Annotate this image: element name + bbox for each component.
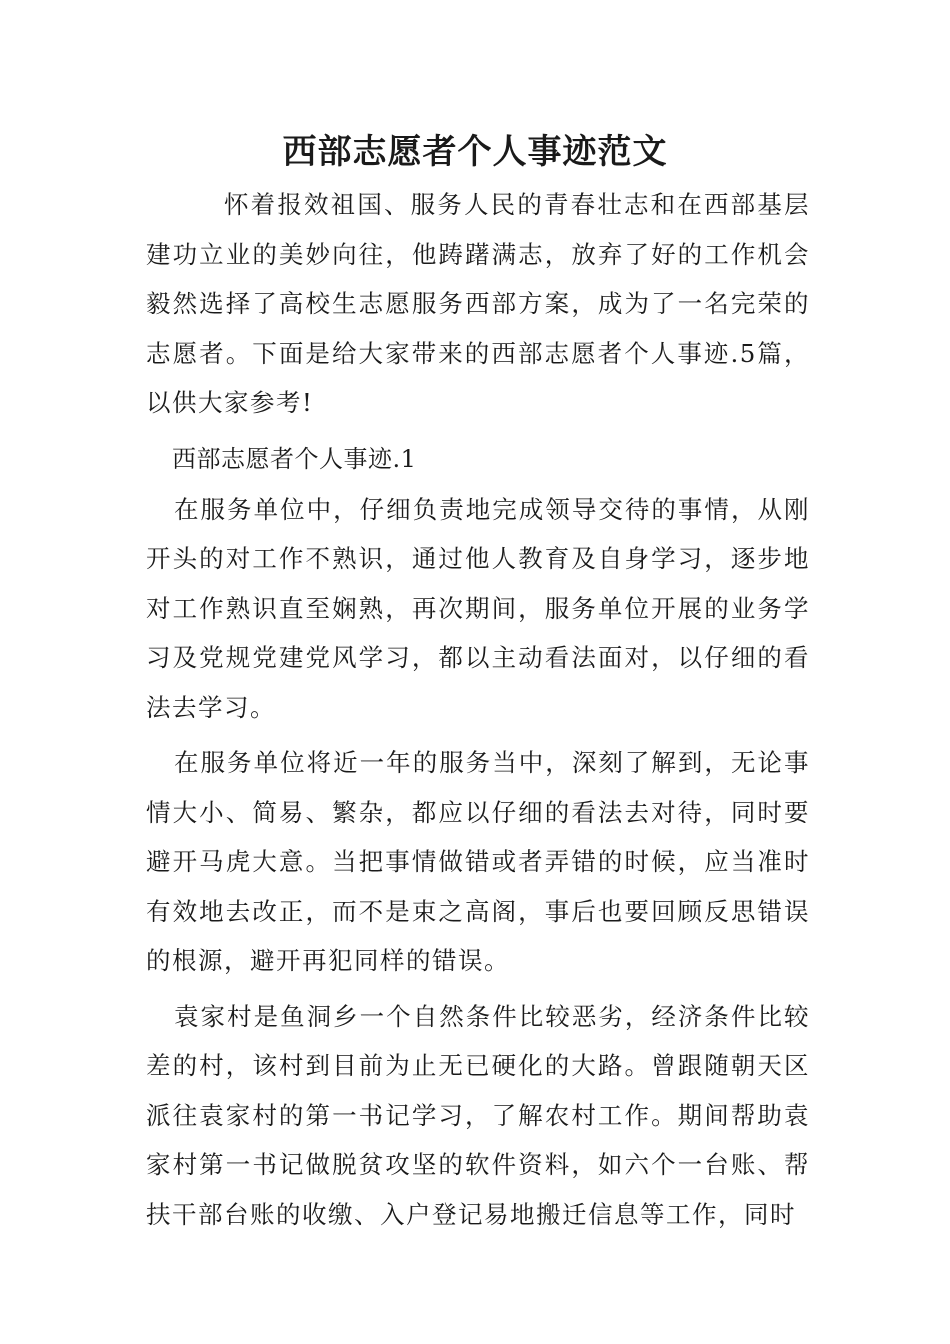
- body-paragraph: 在服务单位中，仔细负责地完成领导交待的事情，从刚开头的对工作不熟识，通过他人教育及自身学习，逐步地对工作熟识直至娴熟，再次期间，服务单位开展的业务学习及党规党建党风学习，都以主动看法面对，以仔细的看法去学习。: [146, 494, 810, 722]
- body-paragraph: 袁家村是鱼洞乡一个自然条件比较恶劣，经济条件比较差的村，该村到目前为止无已硬化的大路。曾跟随朝天区派往袁家村的第一书记学习，了解农村工作。期间帮助袁家村第一书记做脱贫攻坚的软件资料，如六个一台账、帮扶干部台账的收缴、入户登记易地搬迁信息等工作，同时: [146, 1001, 810, 1229]
- intro-paragraph: 怀着报效祖国、服务人民的青春壮志和在西部基层建功立业的美妙向往，他踌躇满志，放弃了好的工作机会毅然选择了高校生志愿服务西部方案，成为了一名完荣的志愿者。下面是给大家带来的西部志愿者个人事迹.5篇，以供大家参考!: [146, 190, 810, 417]
- document-body: [146, 180, 810, 1239]
- document-title: 西部志愿者个人事迹范文: [282, 132, 668, 172]
- section-heading: 西部志愿者个人事迹.1: [172, 444, 417, 473]
- body-paragraph: 在服务单位将近一年的服务当中，深刻了解到，无论事情大小、简易、繁杂，都应以仔细的看法去对待，同时要避开马虎大意。当把事情做错或者弄错的时候，应当准时有效地去改正，而不是束之高阁，事后也要回顾反思错误的根源，避开再犯同样的错误。: [146, 748, 810, 975]
